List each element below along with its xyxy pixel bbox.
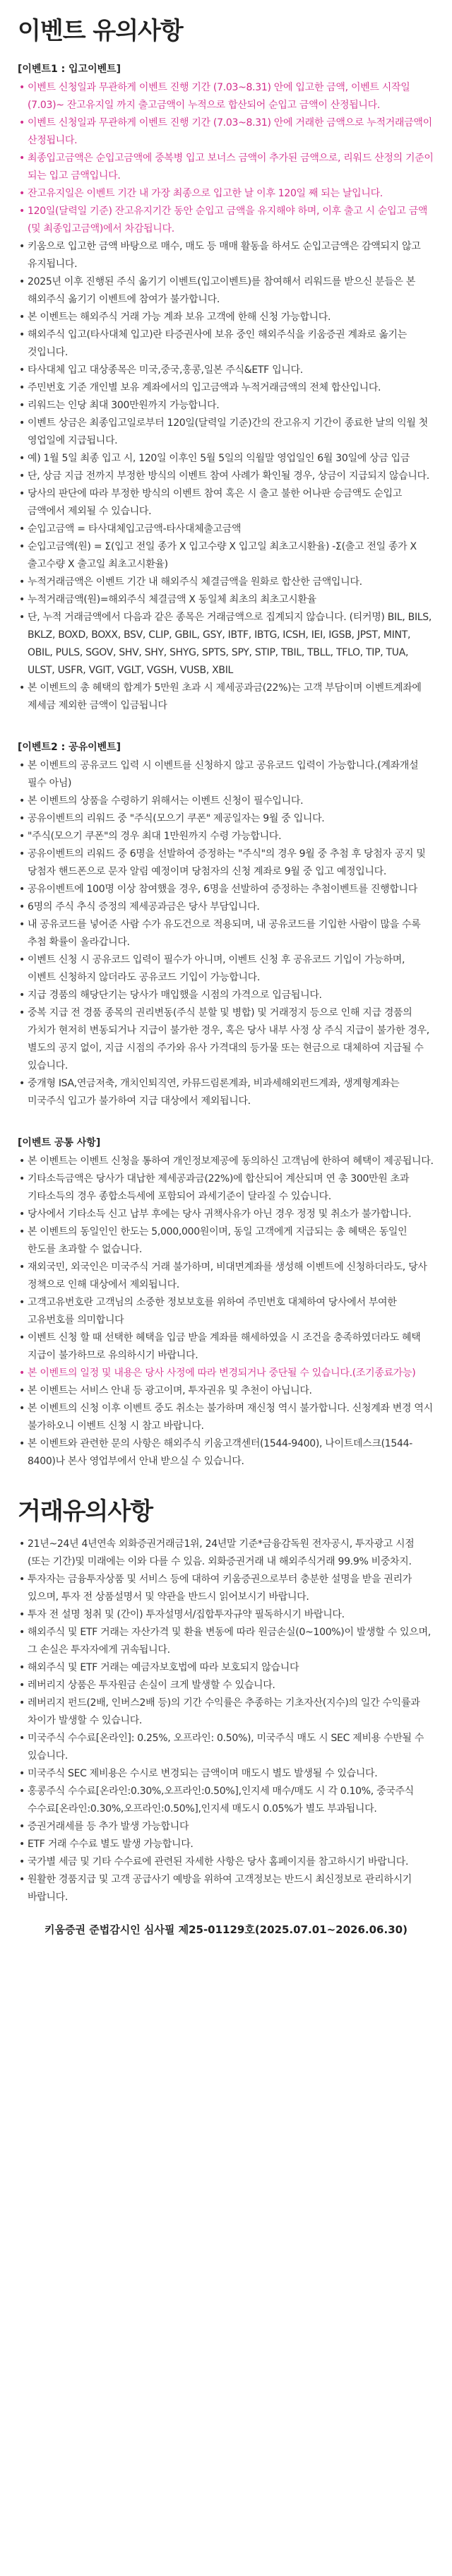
notice-item: • 본 이벤트는 이벤트 신청을 통하여 개인정보제공에 동의하신 고객님에 한하여 혜택이 제공됩니다. [18, 1153, 434, 1170]
trading-notice-item: • 증권거래세를 등 추가 발생 가능합니다 [18, 1818, 434, 1836]
notice-item: • 본 이벤트의 신청 이후 이벤트 중도 취소는 불가하며 재신청 역시 불가합니다. 신청계좌 변경 역시 불가하오니 이벤트 신청 시 참고 바랍니다. [18, 1400, 434, 1435]
notice-item: • 본 이벤트의 공유코드 입력 시 이벤트를 신청하지 않고 공유코드 입력이 가능합니다.(계좌개설 필수 아님) [18, 757, 434, 793]
trading-notice-item: • 미국주식 수수료[온라인]: 0.25%, 오프라인: 0.50%), 미국주식 매도 시 SEC 제비용 수반될 수 있습니다. [18, 1730, 434, 1765]
trading-notice-item: • 투자 전 설명 청취 및 (간이) 투자설명서/집합투자규약 필독하시기 바랍니다. [18, 1606, 434, 1624]
notice-item: • 본 이벤트의 총 혜택의 합계가 5만원 초과 시 제세공과금(22%)는 고객 부담이며 이벤트계좌에 제세금 제외한 금액이 입금됩니다 [18, 679, 434, 715]
event-section-list [18, 79, 434, 715]
notice-item: • 중개형 ISA,연금저축, 개치인퇴직연, 카뮤드림론계좌, 비과세해외펀드계좌, 생계형계좌는 미국주식 입고가 불가하여 지급 대상에서 제외됩니다. [18, 1075, 434, 1110]
notice-item: • 이벤트 신청일과 무관하게 이벤트 진행 기간 (7.03~8.31) 안에 거래한 금액으로 누적거래금액이 산정됩니다. [18, 114, 434, 150]
notice-item: • 이벤트 상금은 최종입고일로부터 120일(달력일 기준)간의 잔고유지 기간이 종료한 날의 익월 첫 영업일에 지급됩니다. [18, 415, 434, 450]
notice-item: • 고객고유번호란 고객님의 소중한 정보보호를 위하여 주민번호 대체하여 당사에서 부여한 고유번호를 의미합니다 [18, 1294, 434, 1329]
notice-item: • 잔고유지일은 이벤트 기간 내 가장 최종으로 입고한 날 이후 120일 째 되는 날입니다. [18, 185, 434, 203]
notice-item: • 단, 누적 거래금액에서 다음과 같은 종목은 거래금액으로 집계되지 않습니다. (티커명) BIL, BILS, BKLZ, BOXD, BOXX, BSV, CLIP, GBIL, GSY, IBTF, IBTG, ICSH, IEI, IGSB, JPST, MINT, OBIL, PULS, SGOV, SHV, SHY, SHYG, SPTS, SPY, STIP, TBIL, TBLL, TFLO, TIP, TUA, ULST, USFR, VGIT, VGLT, VGSH, VUSB, XBIL [18, 609, 434, 679]
notice-item: • 본 이벤트는 해외주식 거래 가능 계좌 보유 고객에 한해 신청 가능합니다. [18, 309, 434, 326]
notice-item: • 내 공유코드를 넣어준 사람 수가 유도건으로 적용되며, 내 공유코드를 기입한 사람이 많을 수록 추첨 확률이 올라갑니다. [18, 916, 434, 951]
notice-item: • 본 이벤트의 일정 및 내용은 당사 사정에 따라 변경되거나 중단될 수 있습니다.(조기종료가능) [18, 1365, 434, 1382]
event-notice-sections [18, 62, 434, 1471]
notice-item: • 기타소득금액은 당사가 대납한 제세공과금(22%)에 합산되어 계산되며 연 총 300만원 초과 기타소득의 경우 종합소득세에 포함되어 과세기준이 달라질 수 있습니다. [18, 1170, 434, 1206]
event-section [18, 1136, 434, 1471]
notice-item: • "주식(모으기 쿠폰"의 경우 최대 1만원까지 수령 가능합니다. [18, 828, 434, 845]
notice-item: • 누적거래금액(원)=해외주식 체결금액 X 동일체 최초의 최초고시환율 [18, 591, 434, 609]
trading-notice-item: • 미국주식 SEC 제비용은 수시로 변경되는 금액이며 매도시 별도 발생될 수 있습니다. [18, 1765, 434, 1783]
event-notice-title: 이벤트 유의사항 [18, 17, 183, 45]
trading-notice-item: • 국가별 세금 및 기타 수수료에 관련된 자세한 사항은 당사 홈페이지를 참고하시기 바랍니다. [18, 1853, 434, 1871]
trading-notice-item: • 해외주식 및 ETF 거래는 자산가격 및 환율 변동에 따라 원금손실(0~100%)이 발생할 수 있으며, 그 손실은 투자자에게 귀속됩니다. [18, 1624, 434, 1659]
notice-item: • 단, 상금 지급 전까지 부정한 방식의 이벤트 참여 사례가 확인될 경우, 상금이 지급되지 않습니다. [18, 468, 434, 485]
trading-notice-item: • 원활한 경품지급 및 고객 공급사기 예방을 위하여 고객정보는 반드시 최신정보로 관리하시기 바랍니다. [18, 1871, 434, 1906]
trading-notice-title: 거래유의사항 [18, 1497, 153, 1526]
notice-item: • 공유이벤트의 리워드 중 "주식(모으기 쿠폰" 제공일자는 9월 중 입니다. [18, 810, 434, 828]
trading-notice-item: • 투자자는 금융투자상품 및 서비스 등에 대하여 키움증권으로부터 충분한 설명을 받을 권리가 있으며, 투자 전 상품설명서 및 약관을 반드시 읽어보시기 바랍니다. [18, 1571, 434, 1606]
event-section [18, 740, 434, 1110]
compliance-footer: 키움증권 준법감시인 심사필 제25-01129호(2025.07.01~2026.06.30) [44, 1923, 408, 1936]
trading-notice-item: • 21년~24년 4년연속 외화증권거래금1위, 24년말 기준*금융감독원 전자공시, 투자광고 시점(또는 기간)및 미래에는 이와 다를 수 있음. 외화증권거래 내 해외주식거래 99.9% 비중차지. [18, 1536, 434, 1571]
trading-notice-item: • 홍콩주식 수수료[온라인:0.30%,오프라인:0.50%],인지세 매수/매도 시 각 0.10%, 중국주식 수수료[온라인:0.30%,오프라인:0.50%],인지세 매도시 0.05%가 별도 부과됩니다. [18, 1783, 434, 1818]
notice-item: • 본 이벤트와 관련한 문의 사항은 해외주식 키움고객센터(1544-9400), 나이트데스크(1544-8400)나 본사 영업부에서 안내 받으실 수 있습니다. [18, 1435, 434, 1471]
event-section [18, 62, 434, 715]
notice-item: • 이벤트 신청일과 무관하게 이벤트 진행 기간 (7.03~8.31) 안에 입고한 금액, 이벤트 시작일(7.03)~ 잔고유지일 까지 출고금액이 누적으로 합산되어 순입고 금액이 산정됩니다. [18, 79, 434, 114]
notice-item: • 누적거래금액은 이벤트 기간 내 해외주식 체결금액을 원화로 합산한 금액입니다. [18, 574, 434, 591]
event-section-heading: [이벤트1 : 입고이벤트] [18, 64, 121, 75]
trading-notice-item: • 레버리지 상품은 투자원금 손실이 크게 발생할 수 있습니다. [18, 1677, 434, 1694]
notice-item: • 120일(달력일 기준) 잔고유지기간 동안 순입고 금액을 유지해야 하며, 이후 출고 시 순입고 금액(및 최종입고금액)에서 차감됩니다. [18, 203, 434, 238]
notice-item: • 재외국민, 외국인은 미국주식 거래 불가하며, 비대면계좌를 생성해 이벤트에 신청하더라도, 당사 정책으로 인해 대상에서 제외됩니다. [18, 1259, 434, 1294]
trading-notice-item: • ETF 거래 수수료 별도 발생 가능합니다. [18, 1836, 434, 1853]
trading-notice-list [18, 1536, 434, 1906]
notice-item: • 본 이벤트의 동일인인 한도는 5,000,000원이며, 동일 고객에게 지급되는 총 혜택은 동일인 한도를 초과할 수 없습니다. [18, 1223, 434, 1259]
notice-item: • 2025년 이후 진행된 주식 옮기기 이벤트(입고이벤트)를 참여해서 리워드를 받으신 분들은 본 해외주식 옮기기 이벤트에 참여가 불가합니다. [18, 273, 434, 309]
notice-item: • 최종입고금액은 순입고금액에 중복병 입고 보너스 금액이 추가된 금액으로, 리워드 산정의 기준이 되는 입고 금액입니다. [18, 150, 434, 185]
notice-item: • 본 이벤트의 상품을 수령하기 위해서는 이벤트 신청이 필수입니다. [18, 793, 434, 810]
notice-item: • 타사대체 입고 대상종목은 미국,중국,홍콩,일본 주식&ETF 입니다. [18, 362, 434, 379]
trading-notice-item: • 해외주식 및 ETF 거래는 예금자보호법에 따라 보호되지 않습니다 [18, 1659, 434, 1677]
notice-item: • 이벤트 신청 할 때 선택한 혜택을 입금 받을 계좌를 해세하였을 시 조건을 충족하였더라도 혜택 지급이 불가하므로 유의하시기 바랍니다. [18, 1329, 434, 1365]
event-section-heading: [이벤트 공통 사항] [18, 1137, 101, 1148]
notice-item: • 키움으로 입고한 금액 바탕으로 매수, 매도 등 매매 활동을 하셔도 순입고금액은 감액되지 않고 유지됩니다. [18, 238, 434, 273]
event-section-list [18, 757, 434, 1110]
notice-item: • 주민번호 기준 개인별 보유 계좌에서의 입고금액과 누적거래금액의 전체 합산입니다. [18, 379, 434, 397]
notice-item: • 해외주식 입고(타사대체 입고)란 타증권사에 보유 중인 해외주식을 키움증권 계좌로 옮기는 것입니다. [18, 326, 434, 362]
event-section-list [18, 1153, 434, 1471]
notice-item: • 리워드는 인당 최대 300만원까지 가능합니다. [18, 397, 434, 415]
notice-item: • 순입고금액 = 타사대체입고금액-타사대체출고금액 [18, 521, 434, 538]
notice-item: • 중복 지급 전 경품 종목의 권리변동(주식 분할 및 병합) 및 거래정지 등으로 인해 지급 경품의 가치가 현저히 변동되거나 지급이 불가한 경우, 혹은 당사 내부 사정 상 주식 지급이 불가한 경우, 별도의 공지 없이, 지급 시점의 주가와 유사 가격대의 등가물 또는 현금으로 대체하여 지급될 수 있습니다. [18, 1004, 434, 1075]
trading-notice-item: • 레버리지 펀드(2배, 인버스2배 등)의 기간 수익률은 추종하는 기초자산(지수)의 일간 수익률과 차이가 발생할 수 있습니다. [18, 1694, 434, 1730]
notice-item: • 지급 경품의 해당단기는 당사가 매입했을 시점의 가격으로 입금됩니다. [18, 987, 434, 1004]
notice-item: • 당사에서 기타소득 신고 납부 후에는 당사 귀책사유가 아닌 경우 정정 및 취소가 불가합니다. [18, 1206, 434, 1223]
notice-item: • 6명의 주식 추식 증정의 제세공과금은 당사 부담입니다. [18, 898, 434, 916]
notice-item: • 공유이벤트에 100명 이상 참여했을 경우, 6명을 선발하여 증정하는 추첨이벤트를 진행합니다 [18, 881, 434, 898]
notice-item: • 순입고금액(원) = Σ(입고 전일 종가 X 입고수량 X 입고일 최초고시환율) -Σ(출고 전일 종가 X 출고수량 X 출고일 최초고시환율) [18, 538, 434, 574]
notice-item: • 이벤트 신청 시 공유코드 입력이 필수가 아니며, 이벤트 신청 후 공유코드 기입이 가능하며, 이벤트 신청하지 않더라도 공유코드 기입이 가능합니다. [18, 951, 434, 987]
event-section-heading: [이벤트2 : 공유이벤트] [18, 742, 121, 753]
notice-item: • 본 이벤트는 서비스 안내 등 광고이며, 투자권유 및 추천이 아닙니다. [18, 1382, 434, 1400]
notice-item: • 공유이벤트의 리워드 중 6명을 선발하여 증정하는 "주식"의 경우 9월 중 추첨 후 당첨자 공지 및 당첨자 핸드폰으로 문자 알림 예정이며 당첨자의 신청 계좌로 9월 중 입고 예정입니다. [18, 845, 434, 881]
notice-item: • 예) 1월 5일 최종 입고 시, 120일 이후인 5월 5일의 익월말 영업일인 6월 30일에 상금 입금 [18, 450, 434, 468]
notice-item: • 당사의 판단에 따라 부정한 방식의 이벤트 참여 혹은 시 출고 불한 어나판 승금액도 순입고 금액에서 제외될 수 있습니다. [18, 485, 434, 521]
